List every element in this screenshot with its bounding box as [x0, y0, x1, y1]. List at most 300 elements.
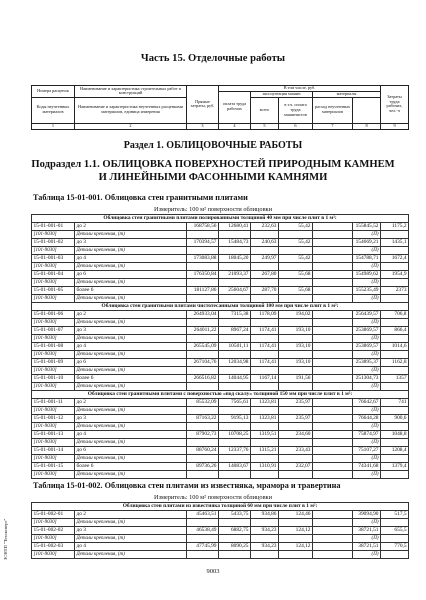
- cell-value: 9195,13: [219, 415, 251, 423]
- cell-value: 235,97: [279, 415, 313, 423]
- table-row: [32, 311, 409, 319]
- table-subrow: [32, 383, 409, 391]
- cell-empty: [381, 367, 409, 375]
- cell-material-name: Детали крепления, (т): [75, 295, 187, 303]
- cell-value: 1174,41: [251, 343, 279, 351]
- cell-empty: [219, 319, 251, 327]
- cell-value: 1174,41: [251, 359, 279, 367]
- header-name: Наименование и характеристика строительных работ и конструкций: [75, 86, 187, 98]
- cell-empty: [187, 263, 219, 271]
- cell-empty: [313, 471, 353, 479]
- cell-value: 193,10: [279, 359, 313, 367]
- table-measure: Измеритель: 100 м² поверхности облицовки: [154, 494, 272, 501]
- cell-code: 15-01-001-02: [32, 239, 75, 247]
- group-title-row: [32, 215, 409, 223]
- header-unaccounted: расход неучтенных материалов: [313, 97, 353, 123]
- cell-empty: [251, 351, 279, 359]
- cell-value: 10501,11: [219, 343, 251, 351]
- cell-empty: [313, 295, 353, 303]
- cell-empty: [187, 423, 219, 431]
- header-total: всего: [251, 97, 279, 123]
- cell-empty: [381, 455, 409, 463]
- cell-value: 6882,75: [219, 527, 251, 535]
- cell-empty: [251, 383, 279, 391]
- cell-value: [313, 239, 353, 247]
- cell-empty: [313, 383, 353, 391]
- table-row: [32, 415, 409, 423]
- cell-empty: [313, 535, 353, 543]
- group-title: Облицовка стен гранитными плитами полированными толщиной 40 мм при числе плит в 1 м²:: [32, 215, 409, 223]
- table-row: [32, 271, 409, 279]
- cell-empty: [187, 295, 219, 303]
- cell-value: 194,02: [279, 311, 313, 319]
- header-num: 6: [279, 123, 313, 129]
- cell-material-name: Детали крепления, (т): [75, 455, 187, 463]
- cell-empty: [381, 279, 409, 287]
- cell-value: [313, 463, 353, 471]
- header-num: 8: [353, 123, 381, 129]
- cell-empty: [381, 407, 409, 415]
- cell-value: 39094,90: [353, 511, 381, 519]
- cell-empty: [251, 319, 279, 327]
- cell-description: до 4: [75, 343, 187, 351]
- table-subrow: [32, 247, 409, 255]
- cell-value: 1323,81: [251, 415, 279, 423]
- cell-empty: [279, 351, 313, 359]
- cell-value: 934,86: [251, 511, 279, 519]
- cell-value: 1357: [381, 375, 409, 383]
- cell-empty: [187, 471, 219, 479]
- cell-value: 155235,49: [353, 287, 381, 295]
- cell-material-code: [101-9030]: [32, 295, 75, 303]
- cell-empty: [279, 455, 313, 463]
- cell-unit: (П): [353, 383, 381, 391]
- table-subrow: [32, 231, 409, 239]
- header-num: 9: [381, 123, 409, 129]
- cell-description: до 3: [75, 327, 187, 335]
- cell-value: 155845,52: [353, 223, 381, 231]
- cell-value: 176350,84: [187, 271, 219, 279]
- cell-value: 85532,09: [187, 399, 219, 407]
- header-num: 3: [187, 123, 219, 129]
- cell-value: 191,56: [279, 375, 313, 383]
- cell-code: 15-01-002-02: [32, 527, 75, 535]
- cell-empty: [381, 335, 409, 343]
- cell-empty: [279, 247, 313, 255]
- cell-value: 267104,76: [187, 359, 219, 367]
- cell-value: 1319,51: [251, 431, 279, 439]
- cell-value: 154669,21: [353, 239, 381, 247]
- cell-empty: [313, 335, 353, 343]
- header-codes: Номера расценок: [32, 86, 75, 98]
- cell-value: 2373: [381, 287, 409, 295]
- cell-empty: [279, 367, 313, 375]
- cell-empty: [279, 231, 313, 239]
- cell-value: 87163,22: [187, 415, 219, 423]
- cell-empty: [279, 319, 313, 327]
- header-material-names: Наименование и характеристика неучтенных расценками материалов, единица измерения: [75, 97, 187, 123]
- cell-value: 18045,20: [219, 255, 251, 263]
- cell-unit: (П): [353, 551, 381, 559]
- cell-value: 234,60: [279, 431, 313, 439]
- cell-empty: [187, 407, 219, 415]
- cell-value: 76642,67: [353, 399, 381, 407]
- cell-empty: [251, 335, 279, 343]
- cell-empty: [279, 519, 313, 527]
- table-row: [32, 543, 409, 551]
- cell-empty: [187, 551, 219, 559]
- cell-material-code: [101-9030]: [32, 423, 75, 431]
- cell-unit: (П): [353, 519, 381, 527]
- table-row: [32, 375, 409, 383]
- cell-value: 45463,51: [187, 511, 219, 519]
- cell-value: [313, 543, 353, 551]
- cell-material-name: Детали крепления, (т): [75, 519, 187, 527]
- cell-material-name: Детали крепления, (т): [75, 351, 187, 359]
- cell-empty: [313, 247, 353, 255]
- cell-value: 38721,51: [353, 543, 381, 551]
- subsection-title: Подраздел 1.1. ОБЛИЦОВКА ПОВЕРХНОСТЕЙ ПРИРОДНЫМ КАМНЕМ И ЛИНЕЙНЫМИ ФАСОННЫМИ КАМНЯМИ: [31, 159, 395, 183]
- cell-empty: [187, 535, 219, 543]
- cell-value: 1672,4: [381, 255, 409, 263]
- header-wages: оплата труда рабочих: [219, 91, 251, 123]
- cell-value: 240,63: [251, 239, 279, 247]
- cell-value: 25604,67: [219, 287, 251, 295]
- cell-empty: [187, 231, 219, 239]
- cell-description: до 2: [75, 511, 187, 519]
- cell-empty: [187, 519, 219, 527]
- cell-empty: [251, 263, 279, 271]
- header-num: 1: [32, 123, 75, 129]
- cell-description: до 3: [75, 415, 187, 423]
- cell-empty: [251, 279, 279, 287]
- cell-value: 266516,82: [187, 375, 219, 383]
- cell-value: 14083,67: [219, 463, 251, 471]
- cell-material-name: Детали крепления, (т): [75, 551, 187, 559]
- cell-empty: [313, 367, 353, 375]
- cell-value: 55,68: [279, 287, 313, 295]
- cell-material-name: Детали крепления, (т): [75, 231, 187, 239]
- cell-value: 47745,99: [187, 543, 219, 551]
- cell-empty: [251, 471, 279, 479]
- cell-empty: [251, 295, 279, 303]
- cell-empty: [187, 439, 219, 447]
- cell-value: 12680,41: [219, 223, 251, 231]
- cell-value: 15484,73: [219, 239, 251, 247]
- cell-value: 1167,14: [251, 375, 279, 383]
- cell-material-code: [101-9030]: [32, 279, 75, 287]
- cell-material-code: [101-9030]: [32, 383, 75, 391]
- cell-material-code: [101-9030]: [32, 551, 75, 559]
- page-number: 9003: [206, 568, 220, 575]
- table-row: [32, 343, 409, 351]
- cell-empty: [219, 335, 251, 343]
- cell-empty: [251, 551, 279, 559]
- cell-empty: [381, 295, 409, 303]
- cell-value: [313, 511, 353, 519]
- cell-value: 253869,57: [353, 327, 381, 335]
- cell-empty: [219, 439, 251, 447]
- cell-material-code: [101-9030]: [32, 439, 75, 447]
- cell-value: 267,80: [251, 271, 279, 279]
- cell-value: [313, 271, 353, 279]
- cell-empty: [219, 295, 251, 303]
- cell-unit: (П): [353, 535, 381, 543]
- cell-empty: [313, 455, 353, 463]
- cell-value: 12337,76: [219, 447, 251, 455]
- cell-value: 154989,62: [353, 271, 381, 279]
- cell-value: [313, 359, 353, 367]
- cell-description: до 4: [75, 543, 187, 551]
- table-row: [32, 463, 409, 471]
- cell-empty: [187, 247, 219, 255]
- cell-value: 88760,24: [187, 447, 219, 455]
- cell-material-name: Детали крепления, (т): [75, 439, 187, 447]
- cell-unit: (П): [353, 439, 381, 447]
- cell-unit: (П): [353, 455, 381, 463]
- cell-empty: [279, 423, 313, 431]
- cell-material-name: Детали крепления, (т): [75, 471, 187, 479]
- cell-value: 87902,73: [187, 431, 219, 439]
- cell-value: 232,07: [279, 463, 313, 471]
- cell-material-code: [101-9030]: [32, 319, 75, 327]
- cell-material-name: Детали крепления, (т): [75, 263, 187, 271]
- cell-description: до 6: [75, 447, 187, 455]
- cell-value: 706,8: [381, 311, 409, 319]
- table-subrow: [32, 407, 409, 415]
- cell-empty: [219, 383, 251, 391]
- cell-value: 1435,1: [381, 239, 409, 247]
- cell-code: 15-01-001-05: [32, 287, 75, 295]
- cell-material-code: [101-9030]: [32, 335, 75, 343]
- cell-value: 193,10: [279, 327, 313, 335]
- cell-empty: [279, 383, 313, 391]
- cell-empty: [187, 367, 219, 375]
- cell-material-name: Детали крепления, (т): [75, 383, 187, 391]
- cell-value: [313, 375, 353, 383]
- cell-material-code: [101-9030]: [32, 367, 75, 375]
- cell-material-code: [101-9030]: [32, 407, 75, 415]
- cell-value: 770,5: [381, 543, 409, 551]
- table-row: [32, 223, 409, 231]
- cell-unit: (П): [353, 247, 381, 255]
- cell-value: [313, 327, 353, 335]
- cell-empty: [251, 407, 279, 415]
- cell-code: 15-01-001-01: [32, 223, 75, 231]
- cell-description: более 6: [75, 375, 187, 383]
- cell-empty: [251, 231, 279, 239]
- cell-value: 934,23: [251, 527, 279, 535]
- header-materials: материалы: [313, 91, 381, 97]
- group-title-row: [32, 391, 409, 399]
- cell-value: 21093,37: [219, 271, 251, 279]
- cell-unit: (П): [353, 319, 381, 327]
- data-table: [31, 502, 409, 559]
- cell-code: 15-01-001-08: [32, 343, 75, 351]
- cell-code: 15-01-001-03: [32, 255, 75, 263]
- group-title: Облицовка стен плитами из известняка толщиной 60 мм при числе плит в 1 м²:: [32, 503, 409, 511]
- cell-unit: (П): [353, 351, 381, 359]
- header-group: В том числе, руб.: [219, 86, 381, 92]
- header-machines: эксплуатация машин: [251, 91, 313, 97]
- cell-code: 15-01-001-13: [32, 431, 75, 439]
- table-subrow: [32, 551, 409, 559]
- cell-value: 168758,56: [187, 223, 219, 231]
- cell-empty: [219, 231, 251, 239]
- cell-value: [313, 415, 353, 423]
- table-row: [32, 447, 409, 455]
- cell-value: 235,97: [279, 399, 313, 407]
- cell-empty: [187, 319, 219, 327]
- cell-empty: [219, 455, 251, 463]
- part-title: Часть 15. Отделочные работы: [140, 53, 286, 64]
- cell-value: [313, 399, 353, 407]
- cell-value: 1174,41: [251, 327, 279, 335]
- cell-empty: [313, 351, 353, 359]
- cell-material-code: [101-9030]: [32, 455, 75, 463]
- table-subrow: [32, 455, 409, 463]
- cell-value: 154788,71: [353, 255, 381, 263]
- cell-value: [313, 223, 353, 231]
- cell-value: 1014,6: [381, 343, 409, 351]
- cell-empty: [251, 423, 279, 431]
- cell-empty: [187, 351, 219, 359]
- cell-material-code: [101-9030]: [32, 351, 75, 359]
- cell-empty: [251, 519, 279, 527]
- cell-value: [313, 255, 353, 263]
- cell-empty: [279, 535, 313, 543]
- cell-empty: [313, 319, 353, 327]
- column-header-table: [31, 85, 409, 130]
- cell-value: 1379,4: [381, 463, 409, 471]
- cell-code: 15-01-001-14: [32, 447, 75, 455]
- cell-material-name: Детали крепления, (т): [75, 423, 187, 431]
- cell-unit: (П): [353, 471, 381, 479]
- cell-value: 8967,24: [219, 327, 251, 335]
- cell-empty: [187, 383, 219, 391]
- cell-value: 253869,57: [353, 343, 381, 351]
- cell-value: 1048,8: [381, 431, 409, 439]
- cell-value: 1310,91: [251, 463, 279, 471]
- cell-empty: [251, 439, 279, 447]
- cell-value: 934,23: [251, 543, 279, 551]
- table-row: [32, 399, 409, 407]
- cell-empty: [279, 263, 313, 271]
- cell-value: 55,42: [279, 239, 313, 247]
- cell-empty: [381, 471, 409, 479]
- table-measure: Измеритель: 100 м² поверхности облицовки: [154, 206, 272, 213]
- cell-material-name: Детали крепления, (т): [75, 319, 187, 327]
- cell-empty: [219, 263, 251, 271]
- cell-empty: [381, 319, 409, 327]
- cell-material-name: Детали крепления, (т): [75, 407, 187, 415]
- cell-empty: [187, 279, 219, 287]
- cell-material-name: Детали крепления, (т): [75, 279, 187, 287]
- cell-description: до 4: [75, 255, 187, 263]
- cell-code: 15-01-001-04: [32, 271, 75, 279]
- cell-empty: [187, 455, 219, 463]
- cell-empty: [279, 551, 313, 559]
- cell-empty: [279, 407, 313, 415]
- cell-empty: [251, 367, 279, 375]
- cell-material-name: Детали крепления, (т): [75, 367, 187, 375]
- cell-value: [313, 343, 353, 351]
- cell-description: до 4: [75, 431, 187, 439]
- cell-value: 124,12: [279, 527, 313, 535]
- table-row: [32, 255, 409, 263]
- cell-value: 233,43: [279, 447, 313, 455]
- table-subrow: [32, 351, 409, 359]
- table-subrow: [32, 319, 409, 327]
- cell-value: [313, 527, 353, 535]
- cell-unit: (П): [353, 367, 381, 375]
- cell-empty: [219, 367, 251, 375]
- cell-empty: [251, 455, 279, 463]
- table-row: [32, 239, 409, 247]
- cell-value: 866,4: [381, 327, 409, 335]
- cell-value: 249,97: [251, 255, 279, 263]
- cell-empty: [381, 383, 409, 391]
- cell-empty: [279, 295, 313, 303]
- cell-empty: [279, 279, 313, 287]
- group-title-row: [32, 503, 409, 511]
- cell-value: [313, 431, 353, 439]
- cell-code: 15-01-001-07: [32, 327, 75, 335]
- cell-description: более 6: [75, 287, 187, 295]
- cell-material-code: [101-9030]: [32, 535, 75, 543]
- cell-empty: [313, 231, 353, 239]
- cell-empty: [219, 551, 251, 559]
- data-table: [31, 214, 409, 479]
- cell-value: 1175,2: [381, 223, 409, 231]
- cell-description: до 6: [75, 271, 187, 279]
- cell-value: 900,6: [381, 415, 409, 423]
- table-subrow: [32, 439, 409, 447]
- cell-value: 74341,68: [353, 463, 381, 471]
- table-row: [32, 327, 409, 335]
- cell-value: [313, 311, 353, 319]
- header-num: 2: [75, 123, 187, 129]
- cell-description: до 2: [75, 311, 187, 319]
- table-subrow: [32, 471, 409, 479]
- cell-value: [313, 287, 353, 295]
- cell-empty: [381, 247, 409, 255]
- cell-empty: [219, 351, 251, 359]
- cell-empty: [381, 439, 409, 447]
- cell-empty: [313, 551, 353, 559]
- cell-material-name: Детали крепления, (т): [75, 535, 187, 543]
- cell-description: до 2: [75, 223, 187, 231]
- cell-value: 655,5: [381, 527, 409, 535]
- cell-value: 1162,8: [381, 359, 409, 367]
- cell-empty: [219, 407, 251, 415]
- section-title: Раздел 1. ОБЛИЦОВОЧНЫЕ РАБОТЫ: [123, 140, 303, 151]
- header-operators-wages: в т.ч. оплата труда машинистов: [279, 97, 313, 123]
- cell-empty: [187, 335, 219, 343]
- cell-empty: [313, 439, 353, 447]
- cell-empty: [279, 439, 313, 447]
- cell-empty: [313, 519, 353, 527]
- cell-value: 741: [381, 399, 409, 407]
- table-subrow: [32, 535, 409, 543]
- table-subrow: [32, 335, 409, 343]
- table-subrow: [32, 423, 409, 431]
- cell-empty: [381, 535, 409, 543]
- cell-code: 15-01-001-15: [32, 463, 75, 471]
- group-title: Облицовка стен гранитными плитами чистотесанными толщиной 100 мм при числе плит в 1 м²:: [32, 303, 409, 311]
- cell-unit: (П): [353, 279, 381, 287]
- cell-empty: [219, 519, 251, 527]
